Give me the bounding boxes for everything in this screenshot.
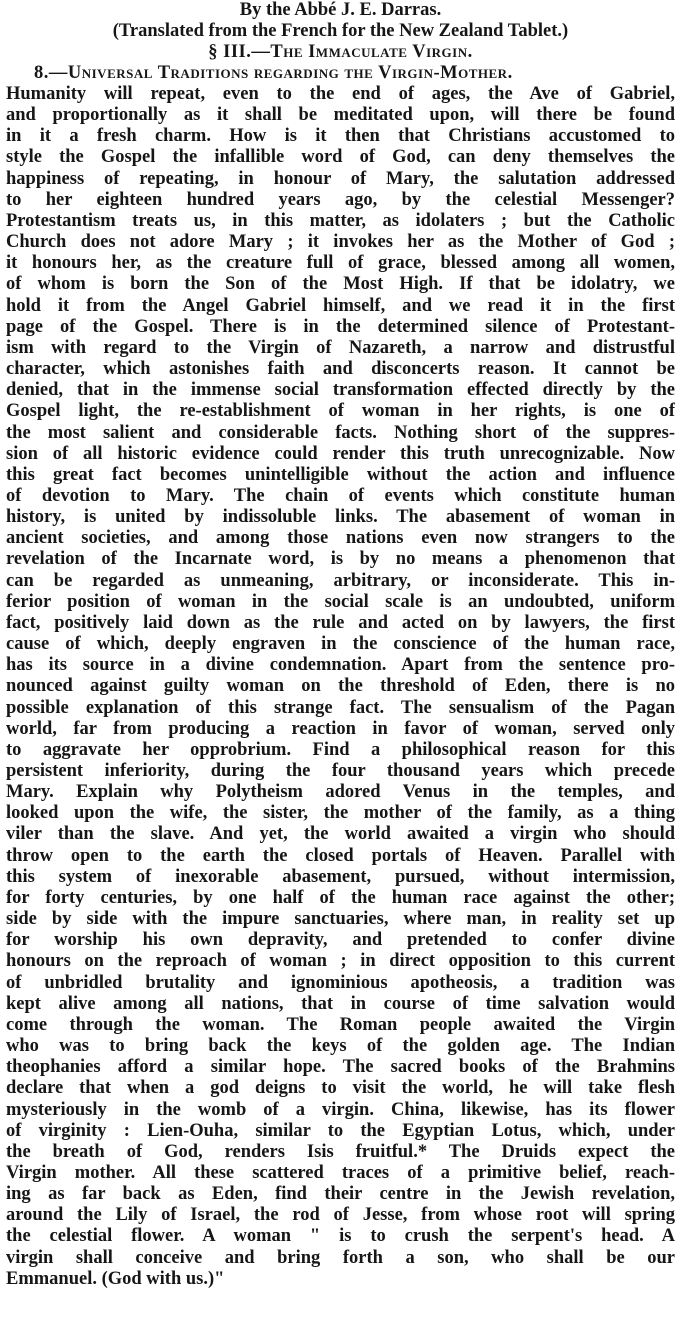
body-line: Humanity will repeat, even to the end of ages, the Ave of Gabriel, <box>6 84 675 104</box>
body-line: has its source in a divine condemnation. Apart from the sentence pro- <box>6 655 675 676</box>
body-line: looked upon the wife, the sister, the mother of the family, as a thing <box>6 803 675 824</box>
body-line: of unbridled brutality and ignominious apotheosis, a tradition was <box>6 972 675 993</box>
body-line: ing as far back as Eden, find their centre in the Jewish revelation, <box>6 1184 675 1205</box>
body-line: Church does not adore Mary ; it invokes her as the Mother of God ; <box>6 232 675 253</box>
body-line: Emmanuel. (God with us.)" <box>6 1268 225 1289</box>
body-line: world, far from producing a reaction in favor of woman, served only <box>6 718 675 739</box>
body-line: theophanies afford a similar hope. The sacred books of the Brahmins <box>6 1057 675 1078</box>
body-line: revelation of the Incarnate word, is by no means a phenomenon that <box>6 549 675 570</box>
body-line: to aggravate her opprobrium. Find a philosophical reason for this <box>6 739 675 760</box>
body-line: possible explanation of this strange fact. The sensualism of the Pagan <box>6 697 675 718</box>
body-line: hold it from the Angel Gabriel himself, and we read it in the first <box>6 295 675 316</box>
body-line: in it a fresh charm. How is it then that Christians accustomed to <box>6 126 675 147</box>
body-line: who was to bring back the keys of the golden age. The Indian <box>6 1036 675 1057</box>
body-line: of devotion to Mary. The chain of events which constitute human <box>6 485 675 506</box>
body-line: style the Gospel the infallible word of God, can deny themselves the <box>6 147 675 168</box>
body-line: declare that when a god deigns to visit the world, he will take flesh <box>6 1078 675 1099</box>
body-line: Protestantism treats us, in this matter, as idolaters ; but the Catholic <box>6 210 675 231</box>
body-line: kept alive among all nations, that in course of time salvation would <box>6 993 675 1014</box>
body-line: this great fact becomes unintelligible without the action and influence <box>6 464 675 485</box>
body-line: throw open to the earth the closed portals of Heaven. Parallel with <box>6 845 675 866</box>
body-line: honours on the reproach of woman ; in direct opposition to this current <box>6 951 675 972</box>
body-line: page of the Gospel. There is in the determined silence of Protestant- <box>6 316 675 337</box>
body-line: and proportionally as it shall be meditated upon, will there be found <box>6 105 675 126</box>
body-line: the most salient and considerable facts. Nothing short of the suppres- <box>6 422 675 443</box>
body-line: Virgin mother. All these scattered traces of a primitive belief, reach- <box>6 1162 675 1183</box>
body-line: Mary. Explain why Polytheism adored Venus in the temples, and <box>6 782 675 803</box>
body-line: ancient societies, and among those nations even now strangers to the <box>6 528 675 549</box>
body-line: fact, positively laid down as the rule and acted on by lawyers, the first <box>6 612 675 633</box>
body-line: side by side with the impure sanctuaries, where man, in reality set up <box>6 909 675 930</box>
body-line: come through the woman. The Roman people awaited the Virgin <box>6 1014 675 1035</box>
body-line: can be regarded as unmeaning, arbitrary, or inconsiderate. This in- <box>6 570 675 591</box>
body-line: sion of all historic evidence could render this truth unrecognizable. Now <box>6 443 675 464</box>
body-line: it honours her, as the creature full of grace, blessed among all women, <box>6 253 675 274</box>
body-line: of virginity : Lien-Ouha, similar to the Egyptian Lotus, which, under <box>6 1120 675 1141</box>
body-line: ism with regard to the Virgin of Nazareth, a narrow and distrustful <box>6 337 675 358</box>
section-title: § III.—The Immaculate Virgin. <box>208 42 473 62</box>
body-line: for forty centuries, by one half of the human race against the other; <box>6 887 675 908</box>
body-line: of whom is born the Son of the Most High. If that be idolatry, we <box>6 274 675 295</box>
body-line: to her eighteen hundred years ago, by the celestial Messenger? <box>6 189 675 210</box>
body-line: the breath of God, renders Isis fruitful.* The Druids expect the <box>6 1141 675 1162</box>
body-line: for worship his own depravity, and pretended to confer divine <box>6 930 675 951</box>
body-line: the celestial flower. A woman " is to crush the serpent's head. A <box>6 1226 675 1247</box>
body-line: around the Lily of Israel, the rod of Jesse, from whose root will spring <box>6 1205 675 1226</box>
body-line: nounced against guilty woman on the threshold of Eden, there is no <box>6 676 675 697</box>
body-line: persistent inferiority, during the four thousand years which precede <box>6 761 675 781</box>
article-byline: By the Abbé J. E. Darras. <box>239 0 442 20</box>
body-line: cause of which, deeply engraven in the conscience of the human race, <box>6 634 675 655</box>
subsection-title: 8.—Universal Traditions regarding the Virgin-Mother. <box>34 63 513 83</box>
body-line: Gospel light, the re-establishment of woman in her rights, is one of <box>6 401 675 422</box>
body-line: viler than the slave. And yet, the world awaited a virgin who should <box>6 824 675 845</box>
body-line: this system of inexorable abasement, pursued, without intermission, <box>6 866 675 887</box>
body-line: denied, that in the immense social transformation effected directly by the <box>6 380 675 401</box>
body-line: happiness of repeating, in honour of Mary, the salutation addressed <box>6 168 675 189</box>
body-line: mysteriously in the womb of a virgin. China, likewise, has its flower <box>6 1099 675 1120</box>
body-line: character, which astonishes faith and disconcerts reason. It cannot be <box>6 359 675 380</box>
body-line: virgin shall conceive and bring forth a son, who shall be our <box>6 1247 675 1268</box>
translation-note: (Translated from the French for the New Zealand Tablet.) <box>112 21 569 41</box>
body-line: history, is united by indissoluble links. The abasement of woman in <box>6 507 675 528</box>
body-line: ferior position of woman in the social scale is an undoubted, uniform <box>6 591 675 612</box>
article-body <box>6 84 675 1290</box>
